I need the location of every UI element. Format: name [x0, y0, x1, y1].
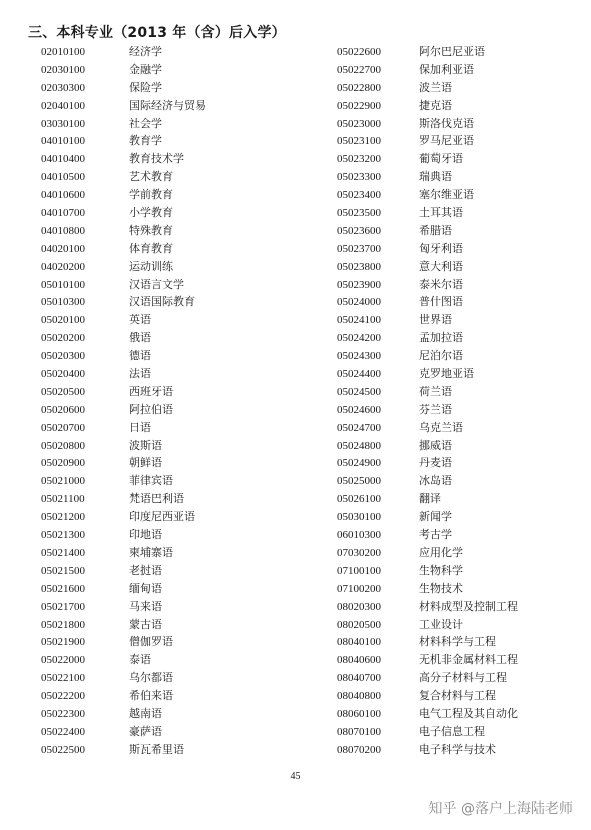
major-code: 05024400 — [337, 368, 381, 381]
major-row — [41, 544, 206, 562]
major-row — [41, 616, 206, 634]
major-name: 电气工程及其自动化 — [419, 706, 518, 720]
major-name: 德语 — [129, 349, 151, 363]
major-name: 小学教育 — [129, 206, 173, 220]
major-name: 罗马尼亚语 — [419, 134, 474, 148]
major-name: 电子科学与技术 — [419, 742, 496, 756]
major-name: 越南语 — [129, 706, 162, 720]
major-row — [337, 240, 518, 258]
major-row — [337, 383, 518, 401]
major-code: 05022600 — [337, 46, 381, 58]
major-name: 印度尼西亚语 — [129, 510, 195, 524]
major-row — [41, 79, 206, 97]
major-name: 老挝语 — [129, 563, 162, 577]
major-name: 俄语 — [129, 331, 151, 345]
major-name: 特殊教育 — [129, 223, 173, 237]
major-name: 普什图语 — [419, 295, 463, 309]
major-code: 05022100 — [41, 672, 85, 685]
major-row — [337, 508, 518, 526]
major-name: 复合材料与工程 — [419, 689, 496, 703]
major-row — [41, 580, 206, 598]
major-row — [337, 132, 518, 150]
watermark: 知乎 @落户上海陆老师 — [428, 801, 573, 817]
major-name: 学前教育 — [129, 188, 173, 202]
major-row — [41, 598, 206, 616]
major-name: 保加利亚语 — [419, 62, 474, 76]
major-code: 04010500 — [41, 171, 85, 184]
major-row — [337, 311, 518, 329]
major-code: 05023300 — [337, 171, 381, 184]
major-code: 04010800 — [41, 224, 85, 237]
major-code: 04010100 — [41, 135, 85, 148]
major-row — [41, 401, 206, 419]
major-code: 02030100 — [41, 63, 85, 76]
major-name: 希腊语 — [419, 223, 452, 237]
major-code: 05023200 — [337, 153, 381, 166]
major-row — [41, 43, 206, 61]
major-name: 汉语言文学 — [129, 277, 184, 291]
major-row — [41, 490, 206, 508]
major-code: 05020800 — [41, 439, 85, 452]
major-row — [337, 293, 518, 311]
major-row — [337, 437, 518, 455]
major-code: 05020600 — [41, 403, 85, 416]
major-row — [41, 150, 206, 168]
major-code: 08070100 — [337, 725, 381, 738]
major-name: 国际经济与贸易 — [129, 98, 206, 112]
major-row — [337, 651, 518, 669]
major-name: 葡萄牙语 — [419, 152, 463, 166]
page-number: 45 — [290, 771, 301, 782]
major-code: 08070200 — [337, 743, 381, 756]
major-name: 日语 — [129, 420, 151, 434]
major-row — [337, 401, 518, 419]
major-row — [337, 633, 518, 651]
major-code: 02010100 — [41, 46, 85, 58]
major-name: 应用化学 — [419, 545, 463, 559]
major-code: 05010300 — [41, 296, 85, 309]
major-code: 05020300 — [41, 350, 85, 363]
major-code: 02030300 — [41, 81, 85, 94]
major-code: 05024500 — [337, 385, 381, 398]
major-name: 挪威语 — [419, 438, 452, 452]
major-name: 新闻学 — [419, 510, 452, 524]
major-row — [337, 43, 518, 61]
major-name: 菲律宾语 — [129, 474, 173, 488]
major-code: 05026100 — [337, 493, 381, 506]
major-code: 05020400 — [41, 368, 85, 381]
major-code: 05010100 — [41, 278, 85, 291]
major-row — [41, 651, 206, 669]
major-name: 斯瓦希里语 — [129, 742, 184, 756]
major-code: 05021600 — [41, 582, 85, 595]
major-code: 05021300 — [41, 529, 85, 542]
major-name: 阿尔巴尼亚语 — [419, 45, 485, 58]
major-row — [41, 472, 206, 490]
major-name: 工业设计 — [419, 617, 463, 631]
major-code: 05022000 — [41, 654, 85, 667]
major-code: 08040100 — [337, 636, 381, 649]
major-code: 05023600 — [337, 224, 381, 237]
major-name: 泰米尔语 — [419, 277, 463, 291]
major-name: 生物技术 — [419, 581, 463, 595]
major-row — [337, 616, 518, 634]
major-name: 高分子材料与工程 — [419, 671, 507, 685]
major-name: 运动训练 — [129, 259, 173, 273]
major-row — [337, 687, 518, 705]
major-code: 08020500 — [337, 618, 381, 631]
major-row — [337, 329, 518, 347]
major-code: 05020500 — [41, 385, 85, 398]
major-name: 孟加拉语 — [419, 331, 463, 345]
major-code: 05020100 — [41, 314, 85, 327]
major-row — [337, 365, 518, 383]
major-name: 土耳其语 — [419, 206, 463, 220]
major-row — [41, 419, 206, 437]
major-code: 05023500 — [337, 207, 381, 220]
major-row — [41, 293, 206, 311]
major-name: 克罗地亚语 — [419, 367, 474, 381]
major-code: 05020200 — [41, 332, 85, 345]
major-code: 05022900 — [337, 99, 381, 112]
major-list-left — [41, 43, 206, 759]
major-name: 荷兰语 — [419, 384, 452, 398]
major-code: 05022400 — [41, 725, 85, 738]
major-row — [41, 365, 206, 383]
major-code: 05022700 — [337, 63, 381, 76]
major-name: 斯洛伐克语 — [419, 116, 474, 130]
major-code: 07100200 — [337, 582, 381, 595]
major-name: 芬兰语 — [419, 402, 452, 416]
major-row — [41, 97, 206, 115]
major-name: 匈牙利语 — [419, 241, 463, 255]
major-row — [337, 150, 518, 168]
major-name: 瑞典语 — [419, 170, 452, 184]
major-row — [41, 723, 206, 741]
major-row — [41, 115, 206, 133]
major-name: 印地语 — [129, 528, 162, 542]
major-name: 艺术教育 — [129, 170, 173, 184]
major-code: 08040600 — [337, 654, 381, 667]
major-code: 04010700 — [41, 207, 85, 220]
major-row — [337, 79, 518, 97]
major-name: 波兰语 — [419, 80, 452, 94]
major-name: 英语 — [129, 313, 151, 327]
major-code: 05020700 — [41, 421, 85, 434]
major-row — [41, 347, 206, 365]
major-row — [337, 562, 518, 580]
major-name: 材料科学与工程 — [419, 635, 496, 649]
major-code: 04010600 — [41, 189, 85, 202]
major-row — [337, 419, 518, 437]
major-code: 04010400 — [41, 153, 85, 166]
major-name: 教育学 — [129, 134, 162, 148]
major-row — [41, 705, 206, 723]
major-row — [337, 168, 518, 186]
major-name: 捷克语 — [419, 98, 452, 112]
major-name: 意大利语 — [419, 259, 463, 273]
major-name: 无机非金属材料工程 — [419, 653, 518, 667]
major-row — [337, 598, 518, 616]
major-name: 丹麦语 — [419, 456, 452, 470]
major-name: 蒙古语 — [129, 617, 162, 631]
major-name: 塞尔维亚语 — [419, 188, 474, 202]
major-row — [41, 437, 206, 455]
major-row — [337, 115, 518, 133]
major-row — [41, 311, 206, 329]
major-row — [41, 669, 206, 687]
major-row — [41, 276, 206, 294]
major-name: 翻译 — [419, 492, 441, 506]
major-code: 05024900 — [337, 457, 381, 470]
major-row — [337, 669, 518, 687]
major-code: 08040700 — [337, 672, 381, 685]
major-row — [337, 347, 518, 365]
major-code: 05022200 — [41, 690, 85, 703]
major-name: 缅甸语 — [129, 581, 162, 595]
major-name: 材料成型及控制工程 — [419, 599, 518, 613]
major-code: 06010300 — [337, 529, 381, 542]
major-row — [41, 186, 206, 204]
major-code: 05024600 — [337, 403, 381, 416]
major-code: 05021400 — [41, 546, 85, 559]
major-name: 汉语国际教育 — [129, 295, 195, 309]
major-code: 05024700 — [337, 421, 381, 434]
major-name: 保险学 — [129, 80, 162, 94]
major-code: 05021900 — [41, 636, 85, 649]
major-row — [41, 168, 206, 186]
major-code: 05021700 — [41, 600, 85, 613]
major-row — [337, 454, 518, 472]
major-code: 05024300 — [337, 350, 381, 363]
major-name: 西班牙语 — [129, 384, 173, 398]
major-row — [41, 633, 206, 651]
major-name: 尼泊尔语 — [419, 349, 463, 363]
major-row — [41, 687, 206, 705]
major-code: 05021500 — [41, 564, 85, 577]
major-name: 泰语 — [129, 653, 151, 667]
major-code: 05022500 — [41, 743, 85, 756]
major-name: 生物科学 — [419, 563, 463, 577]
major-row — [41, 258, 206, 276]
major-name: 豪萨语 — [129, 724, 162, 738]
major-code: 08020300 — [337, 600, 381, 613]
major-code: 05024000 — [337, 296, 381, 309]
major-row — [41, 132, 206, 150]
major-code: 07100100 — [337, 564, 381, 577]
major-name: 朝鲜语 — [129, 456, 162, 470]
major-code: 05023100 — [337, 135, 381, 148]
major-code: 04020100 — [41, 242, 85, 255]
major-row — [337, 526, 518, 544]
major-row — [41, 383, 206, 401]
major-code: 03030100 — [41, 117, 85, 130]
major-name: 体育教育 — [129, 241, 173, 255]
major-row — [337, 97, 518, 115]
major-name: 金融学 — [129, 62, 162, 76]
major-code: 05025000 — [337, 475, 381, 488]
major-code: 02040100 — [41, 99, 85, 112]
major-row — [41, 240, 206, 258]
major-row — [41, 204, 206, 222]
major-row — [337, 258, 518, 276]
major-row — [337, 490, 518, 508]
major-code: 07030200 — [337, 546, 381, 559]
major-row — [41, 61, 206, 79]
major-code: 08040800 — [337, 690, 381, 703]
major-code: 05023900 — [337, 278, 381, 291]
major-list-right — [337, 43, 518, 759]
major-row — [337, 61, 518, 79]
major-name: 希伯来语 — [129, 689, 173, 703]
major-name: 电子信息工程 — [419, 724, 485, 738]
major-row — [337, 580, 518, 598]
major-row — [41, 526, 206, 544]
major-code: 05022800 — [337, 81, 381, 94]
major-name: 经济学 — [129, 45, 162, 58]
major-row — [337, 544, 518, 562]
major-row — [337, 186, 518, 204]
major-code: 05024800 — [337, 439, 381, 452]
major-name: 冰岛语 — [419, 474, 452, 488]
major-row — [41, 222, 206, 240]
major-code: 05021800 — [41, 618, 85, 631]
major-code: 05023400 — [337, 189, 381, 202]
major-name: 梵语巴利语 — [129, 492, 184, 506]
major-code: 05024200 — [337, 332, 381, 345]
major-row — [41, 454, 206, 472]
major-code: 05021100 — [41, 493, 85, 506]
major-row — [337, 741, 518, 759]
major-name: 社会学 — [129, 116, 162, 130]
major-code: 05023800 — [337, 260, 381, 273]
major-name: 僧伽罗语 — [129, 635, 173, 649]
major-name: 考古学 — [419, 528, 452, 542]
major-name: 世界语 — [419, 313, 452, 327]
major-row — [41, 741, 206, 759]
major-name: 乌克兰语 — [419, 420, 463, 434]
major-name: 波斯语 — [129, 438, 162, 452]
major-code: 05023000 — [337, 117, 381, 130]
major-code: 05024100 — [337, 314, 381, 327]
major-name: 法语 — [129, 367, 151, 381]
major-row — [41, 329, 206, 347]
major-code: 05023700 — [337, 242, 381, 255]
major-code: 04020200 — [41, 260, 85, 273]
major-code: 05021200 — [41, 511, 85, 524]
major-row — [41, 508, 206, 526]
major-name: 马来语 — [129, 599, 162, 613]
major-row — [337, 472, 518, 490]
major-name: 柬埔寨语 — [129, 545, 173, 559]
major-row — [337, 222, 518, 240]
major-row — [337, 723, 518, 741]
major-name: 教育技术学 — [129, 152, 184, 166]
major-code: 05021000 — [41, 475, 85, 488]
major-row — [41, 562, 206, 580]
major-code: 05030100 — [337, 511, 381, 524]
major-row — [337, 204, 518, 222]
major-code: 05020900 — [41, 457, 85, 470]
major-name: 阿拉伯语 — [129, 402, 173, 416]
section-heading: 三、本科专业（2013 年（含）后入学） — [28, 25, 286, 41]
major-name: 乌尔都语 — [129, 671, 173, 685]
major-row — [337, 276, 518, 294]
major-code: 05022300 — [41, 707, 85, 720]
major-code: 08060100 — [337, 707, 381, 720]
major-row — [337, 705, 518, 723]
